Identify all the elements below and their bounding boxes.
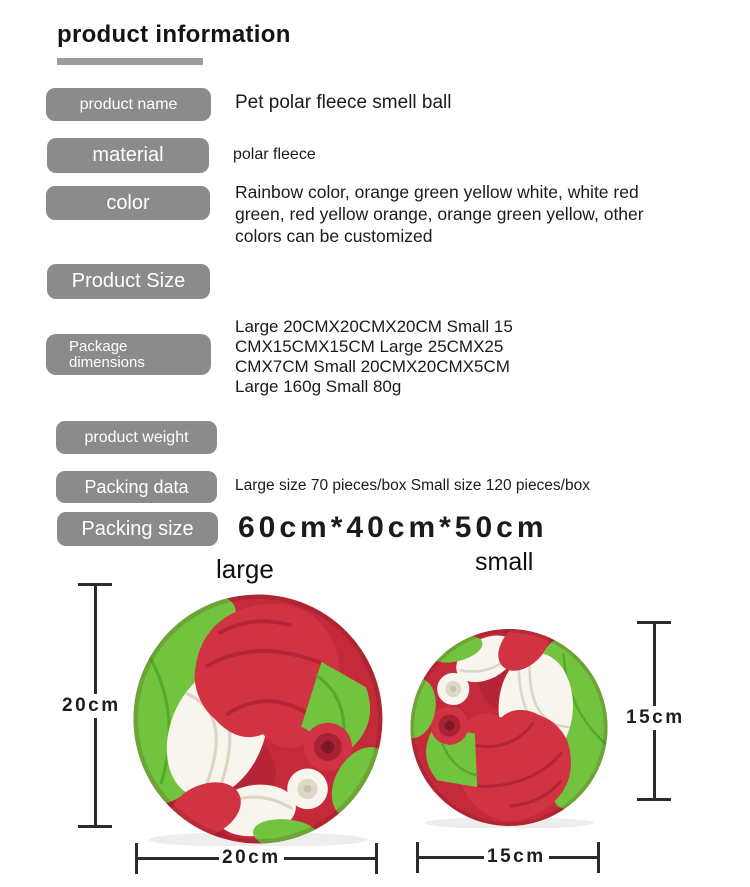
page-title: product information — [57, 21, 291, 48]
value-package-line: Large 160g Small 80g — [235, 377, 402, 396]
label-material: material — [47, 138, 209, 173]
small-width-cap-right — [597, 842, 600, 873]
value-color-line: Rainbow color, orange green yellow white, white red — [235, 182, 639, 202]
value-package-line: CMX15CMX15CM Large 25CMX25 — [235, 337, 504, 356]
large-height-cap-bottom — [78, 825, 112, 828]
small-height-value: 15cm — [623, 706, 688, 730]
large-ball-image — [127, 592, 389, 846]
large-height-value: 20cm — [59, 694, 124, 718]
value-material: polar fleece — [233, 146, 316, 163]
small-ball-image — [408, 627, 610, 828]
label-package-dimensions: Package dimensions — [46, 334, 211, 375]
label-packing-data: Packing data — [56, 471, 217, 503]
label-packing-size: Packing size — [57, 512, 218, 546]
value-product-name: Pet polar fleece smell ball — [235, 92, 452, 113]
large-ball-caption: large — [216, 554, 274, 584]
value-color-line: green, red yellow orange, orange green yellow, other — [235, 204, 644, 224]
value-color — [235, 181, 644, 247]
small-ball-caption: small — [475, 548, 534, 576]
value-packing-data: Large size 70 pieces/box Small size 120 pieces/box — [235, 477, 590, 494]
small-width-value: 15cm — [484, 845, 549, 869]
label-product-size: Product Size — [47, 264, 210, 299]
value-package-line: Large 20CMX20CMX20CM Small 15 — [235, 317, 513, 336]
title-underline — [57, 58, 203, 65]
large-width-value: 20cm — [219, 846, 284, 870]
value-package-line: CMX7CM Small 20CMX20CMX5CM — [235, 357, 510, 376]
value-color-line: colors can be customized — [235, 226, 433, 246]
large-width-cap-right — [375, 843, 378, 874]
label-color: color — [46, 186, 210, 220]
value-package-dimensions — [235, 317, 513, 397]
label-product-weight: product weight — [56, 421, 217, 454]
label-product-name: product name — [46, 88, 211, 121]
small-height-cap-bottom — [637, 798, 671, 801]
value-packing-size: 60cm*40cm*50cm — [238, 511, 548, 544]
